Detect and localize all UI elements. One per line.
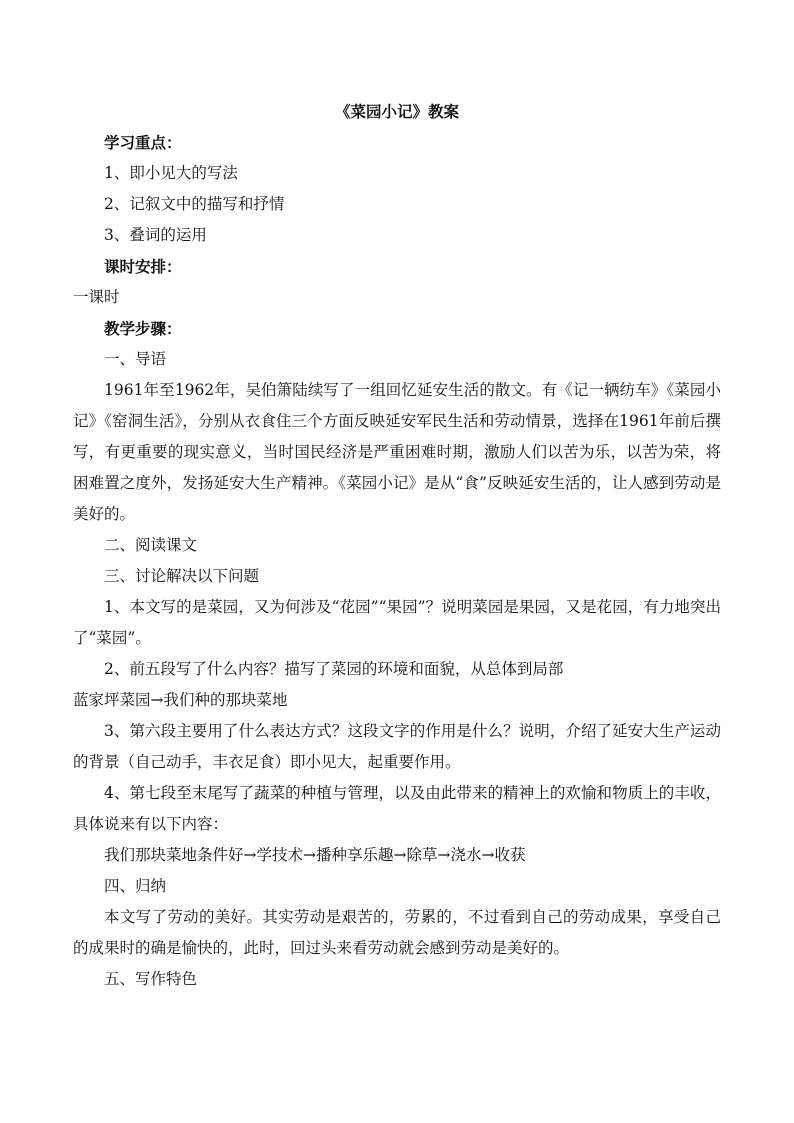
- question-2: 2、前五段写了什么内容？描写了菜园的环境和面貌，从总体到局部: [104, 660, 564, 678]
- document-page: [73, 96, 721, 995]
- summary-paragraph: 本文写了劳动的美好。其实劳动是艰苦的，劳累的，不过看到自己的劳动成果，享受自己的成果时的确是愉快的，此时，回过头来看劳动就会感到劳动是美好的。: [73, 908, 721, 957]
- key-point-1: 1、即小见大的写法: [104, 164, 238, 182]
- step-4-heading: 四、归纳: [104, 877, 167, 895]
- schedule-text: 一课时: [73, 288, 120, 306]
- step-1-heading: 一、导语: [104, 350, 167, 368]
- step-3-heading: 三、讨论解决以下问题: [104, 567, 260, 585]
- key-point-2: 2、记叙文中的描写和抒情: [104, 195, 285, 213]
- question-3: 3、第六段主要用了什么表达方式？这段文字的作用是什么？说明，介绍了延安大生产运动的背景（自己动手，丰衣足食）即小见大，起重要作用。: [73, 722, 721, 771]
- question-4-flow: 我们那块菜地条件好→学技术→播种享乐趣→除草→浇水→收获: [104, 846, 526, 864]
- question-2-flow: 蓝家坪菜园→我们种的那块菜地: [73, 691, 288, 709]
- document-title: 《菜园小记》教案: [334, 102, 459, 121]
- heading-schedule: 课时安排：: [104, 257, 182, 276]
- intro-paragraph: 1961年至1962年，吴伯箫陆续写了一组回忆延安生活的散文。有《记一辆纺车》《菜园小记》《窑洞生活》，分别从衣食住三个方面反映延安军民生活和劳动情景，选择在1961年前后撰写，有更重要的现实意义，当时国民经济是严重困难时期，激励人们以苦为乐，以苦为荣，将困难置之度外，发扬延安大生产精神。《菜园小记》是从“食”反映延安生活的，让人感到劳动是美好的。: [73, 381, 721, 523]
- step-2-heading: 二、阅读课文: [104, 536, 198, 554]
- heading-key-points: 学习重点：: [104, 133, 182, 152]
- key-point-3: 3、叠词的运用: [104, 226, 207, 244]
- question-1: 1、本文写的是菜园，又为何涉及“花园”“果园”？说明菜园是果园，又是花园，有力地突出了“菜园”。: [73, 598, 721, 647]
- step-5-heading: 五、写作特色: [104, 970, 198, 988]
- heading-steps: 教学步骤：: [104, 319, 182, 338]
- question-4: 4、第七段至末尾写了蔬菜的种植与管理，以及由此带来的精神上的欢愉和物质上的丰收，具体说来有以下内容：: [73, 784, 721, 833]
